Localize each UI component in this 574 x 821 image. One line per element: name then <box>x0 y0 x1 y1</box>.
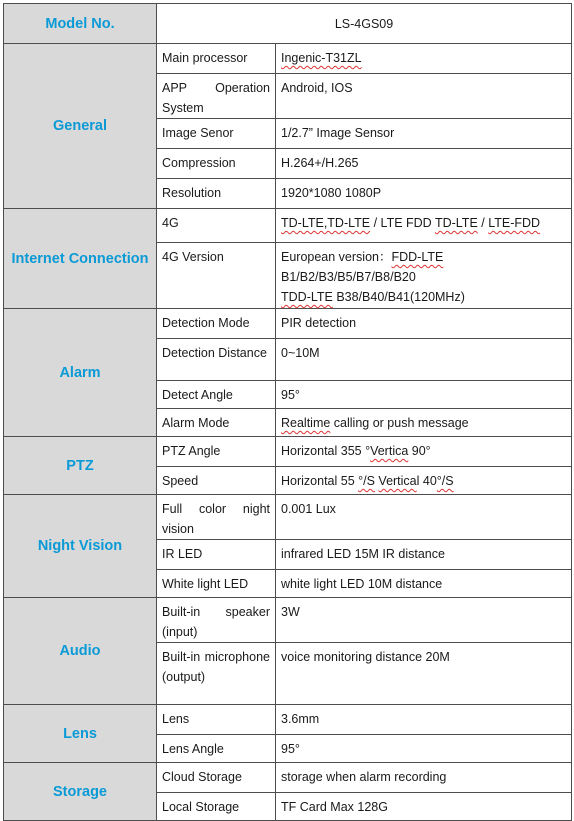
spec-key: Detection Mode <box>157 309 276 339</box>
category-night-vision: Night Vision <box>4 495 157 598</box>
spec-key: Resolution <box>157 179 276 209</box>
spec-key: Lens <box>157 705 276 735</box>
model-row <box>4 4 572 44</box>
spec-value: Horizontal 55 °/S Vertical 40°/S <box>276 467 572 495</box>
spec-value: Realtime calling or push message <box>276 409 572 437</box>
spec-value: 0~10M <box>276 339 572 381</box>
spec-value-line: European version：FDD-LTE <box>281 250 444 264</box>
spec-key: Detect Angle <box>157 381 276 409</box>
spec-value <box>276 243 572 309</box>
spec-key: IR LED <box>157 540 276 570</box>
category-internet-connection: Internet Connection <box>4 209 157 309</box>
spec-row <box>4 705 572 735</box>
model-value: LS-4GS09 <box>157 4 572 44</box>
spec-row <box>4 309 572 339</box>
spec-key: Compression <box>157 149 276 179</box>
spec-value: Horizontal 355 °Vertica 90° <box>276 437 572 467</box>
spec-value: 95° <box>276 735 572 763</box>
spec-key: White light LED <box>157 570 276 598</box>
spec-value: voice monitoring distance 20M <box>276 643 572 705</box>
spec-key: APP Operation System <box>157 74 276 119</box>
spec-key: Cloud Storage <box>157 763 276 793</box>
spec-value: white light LED 10M distance <box>276 570 572 598</box>
spec-row <box>4 209 572 243</box>
category-lens: Lens <box>4 705 157 763</box>
spec-row <box>4 437 572 467</box>
spec-row <box>4 598 572 643</box>
spec-value-line: B1/B2/B3/B5/B7/B8/B20 <box>281 270 416 284</box>
spec-value: 3W <box>276 598 572 643</box>
spec-value: storage when alarm recording <box>276 763 572 793</box>
model-label: Model No. <box>4 4 157 44</box>
spec-value: 0.001 Lux <box>276 495 572 540</box>
spec-key: Alarm Mode <box>157 409 276 437</box>
spec-value: infrared LED 15M IR distance <box>276 540 572 570</box>
spec-key: Main processor <box>157 44 276 74</box>
spec-key: Image Senor <box>157 119 276 149</box>
spec-value: PIR detection <box>276 309 572 339</box>
spec-value: 1/2.7” Image Sensor <box>276 119 572 149</box>
spec-value: 1920*1080 1080P <box>276 179 572 209</box>
spec-key: Built-in microphone (output) <box>157 643 276 705</box>
spec-row <box>4 44 572 74</box>
spec-key: PTZ Angle <box>157 437 276 467</box>
spec-value: Android, IOS <box>276 74 572 119</box>
spec-value: H.264+/H.265 <box>276 149 572 179</box>
spec-table <box>3 3 572 821</box>
spec-key: 4G Version <box>157 243 276 309</box>
spec-key: Full color night vision <box>157 495 276 540</box>
category-ptz: PTZ <box>4 437 157 495</box>
category-storage: Storage <box>4 763 157 821</box>
spec-key: Detection Distance <box>157 339 276 381</box>
spec-key: Local Storage <box>157 793 276 821</box>
spec-value: TD-LTE,TD-LTE / LTE FDD TD-LTE / LTE-FDD <box>276 209 572 243</box>
category-general: General <box>4 44 157 209</box>
spec-key: Lens Angle <box>157 735 276 763</box>
spec-value: 3.6mm <box>276 705 572 735</box>
spec-row <box>4 763 572 793</box>
spec-value: Ingenic-T31ZL <box>276 44 572 74</box>
spec-key: Speed <box>157 467 276 495</box>
spec-value: 95° <box>276 381 572 409</box>
spec-key: Built-in speaker (input) <box>157 598 276 643</box>
spec-value-line: TDD-LTE B38/B40/B41(120MHz) <box>281 290 465 304</box>
spec-row <box>4 495 572 540</box>
category-audio: Audio <box>4 598 157 705</box>
spec-value: TF Card Max 128G <box>276 793 572 821</box>
spec-key: 4G <box>157 209 276 243</box>
category-alarm: Alarm <box>4 309 157 437</box>
